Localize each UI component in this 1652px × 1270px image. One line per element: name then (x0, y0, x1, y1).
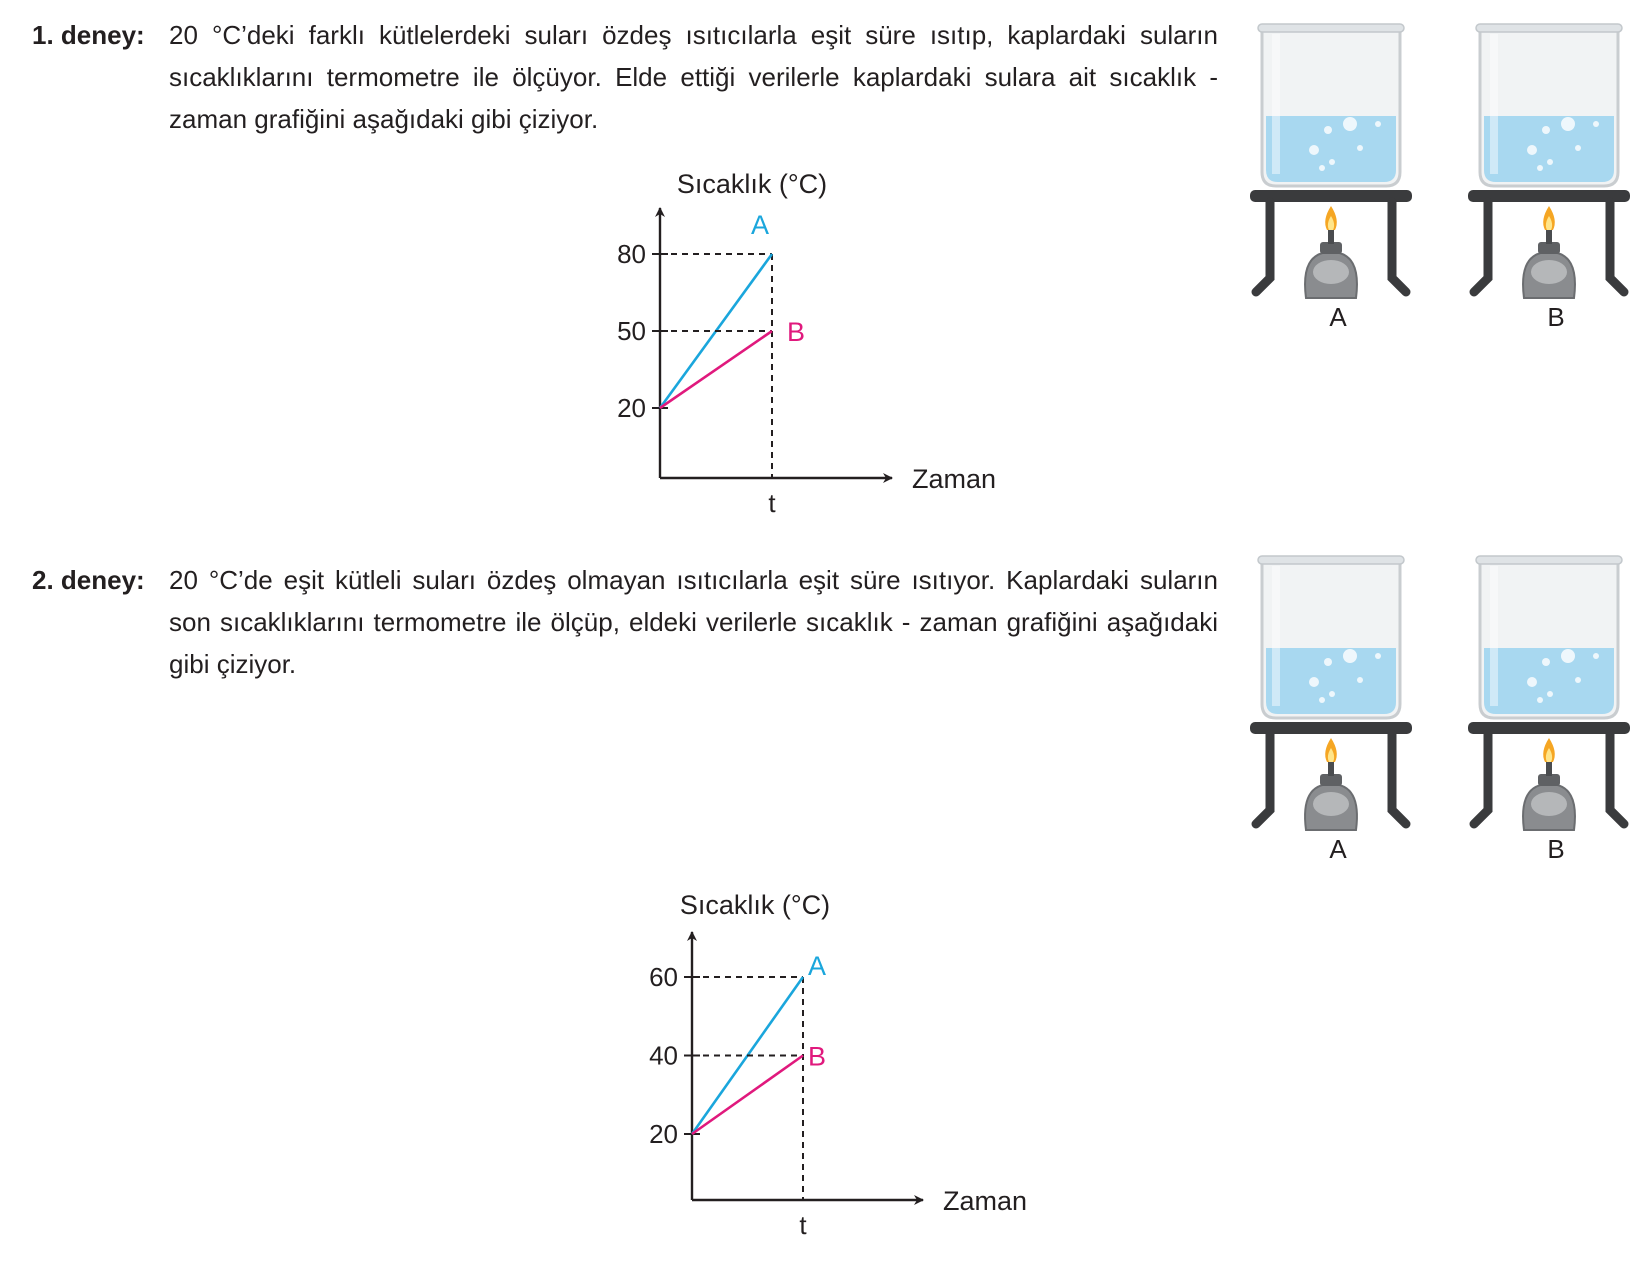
bubble (1309, 145, 1319, 155)
experiment-1-text: 20 °C’deki farklı kütlelerdeki suları özdeş ısıtıcılarla eşit süre ısıtıp, kaplardaki suların sıcaklıklarını termometre ile ölçüyor. Elde ettiği verilerle kaplardaki sulara ait sıcaklık - zaman grafiğini aşağıdaki gibi çiziyor. (169, 20, 1218, 134)
glass-highlight (1490, 566, 1498, 706)
burner-highlight (1531, 792, 1567, 816)
x-axis-label: Zaman (943, 1186, 1028, 1216)
bubble (1542, 126, 1550, 134)
apparatus-label-a: A (1329, 834, 1347, 864)
stand-leg (1256, 202, 1270, 292)
beaker-burner-a (1250, 24, 1412, 332)
apparatus-label-b: B (1547, 302, 1565, 332)
bubble (1575, 677, 1581, 683)
series-label-a: A (807, 951, 827, 981)
burner-highlight (1313, 260, 1349, 284)
bubble (1324, 126, 1332, 134)
bubble (1319, 165, 1325, 171)
bubble (1319, 697, 1325, 703)
series-label-a: A (750, 210, 770, 240)
stand-leg (1474, 202, 1488, 292)
experiment-2-text: 20 °C’de eşit kütleli suları özdeş olmayan ısıtıcılarla eşit süre ısıtıyor. Kaplardaki suların son sıcaklıklarını termometre ile ölçüp, eldeki verilerle sıcaklık - zaman grafiğini aşağıdaki gibi çiziyor. (169, 565, 1218, 679)
bubble (1593, 121, 1599, 127)
y-tick-label: 50 (617, 316, 646, 346)
beaker-rim (1258, 556, 1404, 564)
stand-plate (1468, 190, 1630, 202)
beaker-rim (1476, 24, 1622, 32)
series-line-b (692, 1056, 803, 1135)
series-label-b: B (807, 1041, 827, 1072)
burner-highlight (1531, 260, 1567, 284)
bubble (1593, 653, 1599, 659)
burner-wick (1328, 762, 1334, 776)
bubble (1309, 677, 1319, 687)
burner-wick (1546, 762, 1552, 776)
beaker-burner-b (1468, 556, 1630, 864)
y-tick-label: 20 (617, 393, 646, 423)
stand-plate (1468, 722, 1630, 734)
bubble (1329, 159, 1335, 165)
bubble (1547, 691, 1553, 697)
x-tick-label: t (768, 488, 776, 518)
apparatus-group-2 (1250, 552, 1650, 872)
y-axis-label: Sıcaklık (°C) (676, 169, 828, 199)
bubble (1547, 159, 1553, 165)
burner-highlight (1313, 792, 1349, 816)
burner-wick (1328, 230, 1334, 244)
stand-leg (1610, 734, 1624, 824)
apparatus-label-a: A (1329, 302, 1347, 332)
y-tick-label: 40 (649, 1040, 678, 1071)
beaker-rim (1258, 24, 1404, 32)
burner-wick (1546, 230, 1552, 244)
bubble (1343, 117, 1357, 131)
beaker-rim (1476, 556, 1622, 564)
apparatus-group-1 (1250, 20, 1650, 340)
experiment-2-label: 2. deney: (32, 565, 145, 595)
bubble (1575, 145, 1581, 151)
bubble (1357, 145, 1363, 151)
bubble (1527, 145, 1537, 155)
bubble (1561, 649, 1575, 663)
bubble (1375, 653, 1381, 659)
x-tick-label: t (799, 1210, 807, 1240)
experiment-1-label: 1. deney: (32, 20, 145, 50)
bubble (1537, 697, 1543, 703)
stand-plate (1250, 722, 1412, 734)
bubble (1324, 658, 1332, 666)
glass-highlight (1272, 566, 1280, 706)
y-tick-label: 80 (617, 239, 646, 269)
glass-highlight (1272, 34, 1280, 174)
y-tick-label: 20 (649, 1119, 678, 1149)
y-tick-label: 60 (649, 962, 678, 992)
glass-highlight (1490, 34, 1498, 174)
series-label-b: B (786, 317, 806, 347)
bubble (1537, 165, 1543, 171)
y-axis-label: Sıcaklık (°C) (679, 890, 831, 920)
beaker-burner-a (1250, 556, 1412, 864)
bubble (1329, 691, 1335, 697)
stand-plate (1250, 190, 1412, 202)
stand-leg (1392, 734, 1406, 824)
bubble (1357, 677, 1363, 683)
stand-leg (1610, 202, 1624, 292)
bubble (1542, 658, 1550, 666)
beaker-burner-b (1468, 24, 1630, 332)
bubble (1561, 117, 1575, 131)
bubble (1375, 121, 1381, 127)
x-axis-label: Zaman (912, 464, 997, 494)
stand-leg (1474, 734, 1488, 824)
stand-leg (1392, 202, 1406, 292)
stand-leg (1256, 734, 1270, 824)
bubble (1343, 649, 1357, 663)
apparatus-label-b: B (1547, 834, 1565, 864)
bubble (1527, 677, 1537, 687)
